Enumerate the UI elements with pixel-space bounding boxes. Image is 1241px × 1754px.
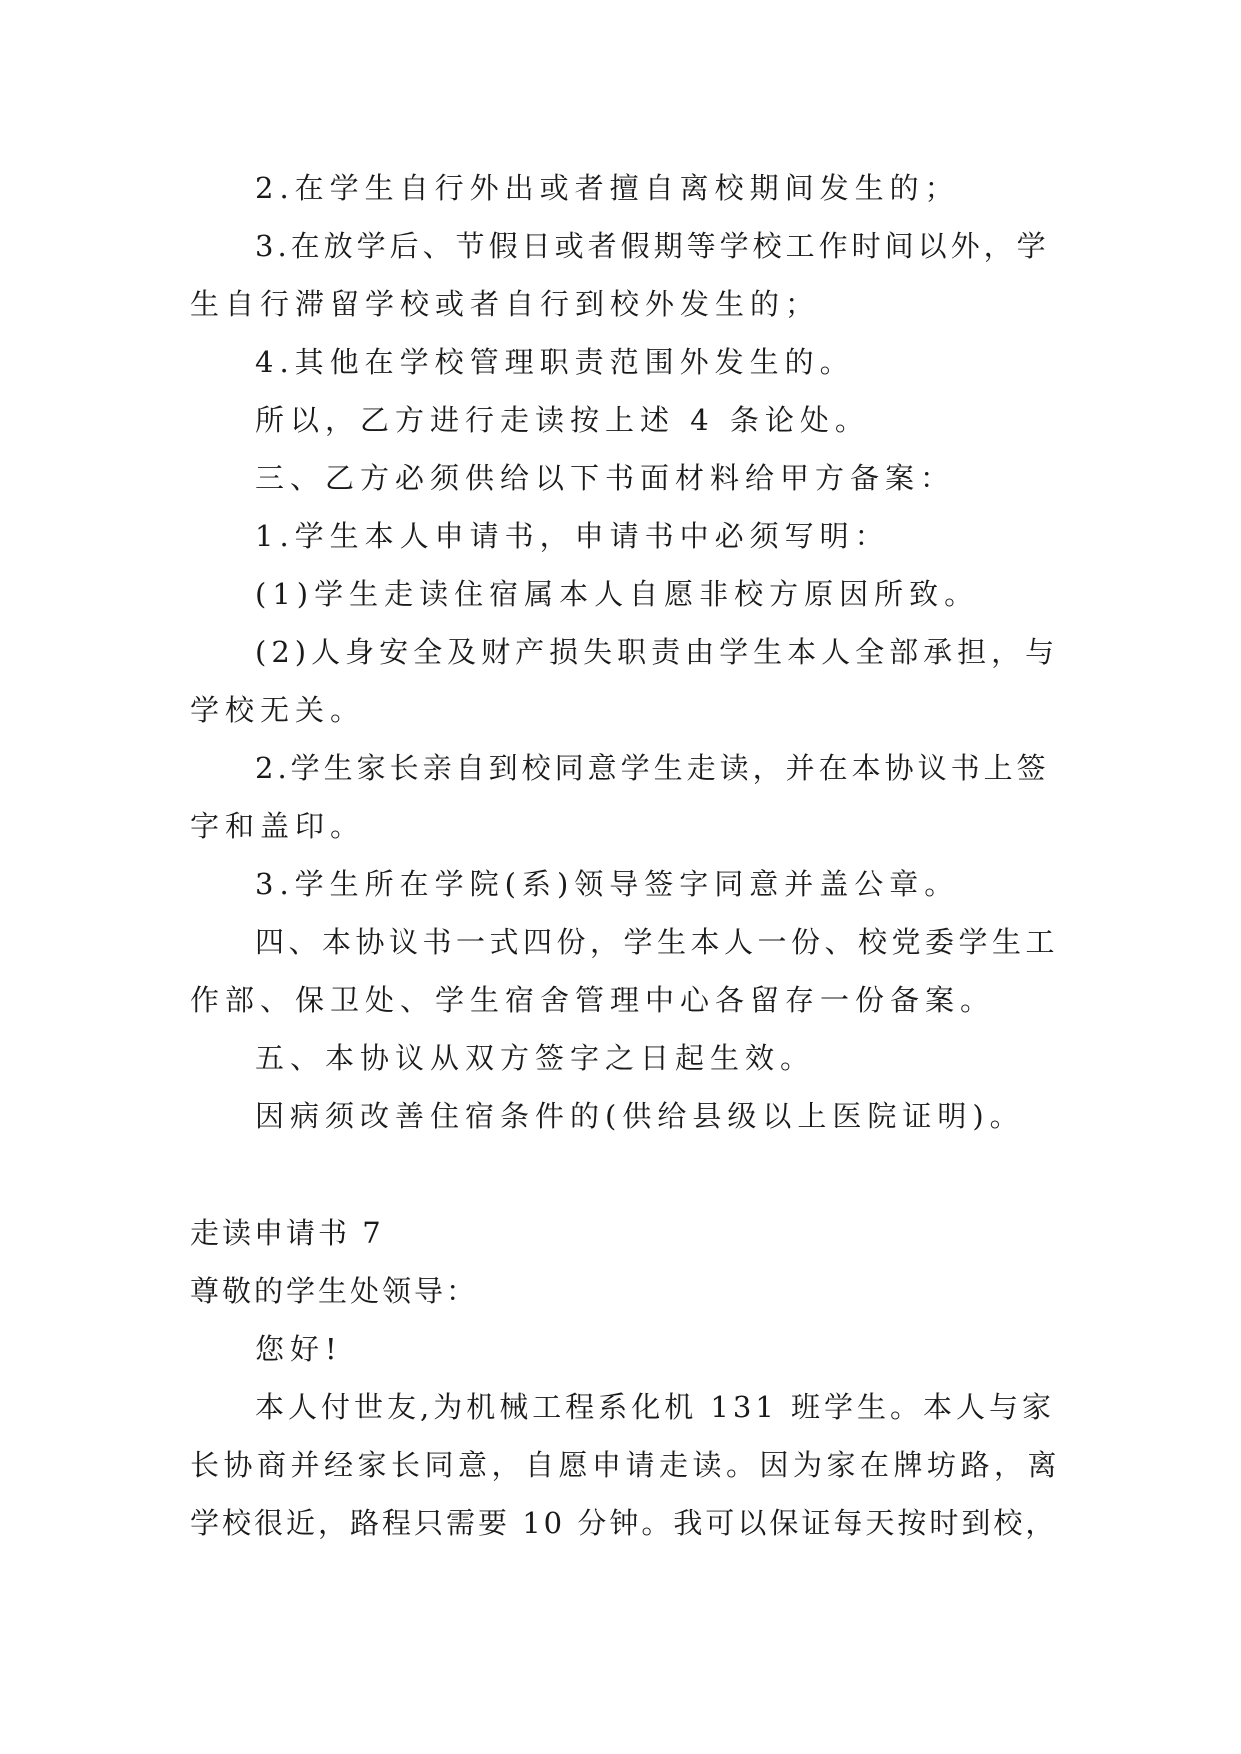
paragraph-line: 2.在学生自行外出或者擅自离校期间发生的；	[255, 171, 960, 205]
paragraph-line: 字和盖印。	[190, 809, 366, 843]
paragraph-line: 学校无关。	[190, 693, 366, 727]
paragraph-line: 三、乙方必须供给以下书面材料给甲方备案：	[255, 461, 956, 495]
paragraph-line: 学校很近，路程只需要 10 分钟。我可以保证每天按时到校，	[190, 1506, 1058, 1540]
paragraph-line: 本人付世友,为机械工程系化机 131 班学生。本人与家	[255, 1390, 1056, 1424]
paragraph-line: 五、本协议从双方签字之日起生效。	[255, 1041, 816, 1075]
paragraph-line: 生自行滞留学校或者自行到校外发生的；	[190, 287, 821, 321]
paragraph-line: 作部、保卫处、学生宿舍管理中心各留存一份备案。	[190, 983, 996, 1017]
paragraph-line: (1)学生走读住宿属本人自愿非校方原因所致。	[255, 577, 980, 611]
paragraph-line: 因病须改善住宿条件的(供给县级以上医院证明)。	[255, 1099, 1025, 1133]
paragraph-line: 1.学生本人申请书，申请书中必须写明：	[255, 519, 890, 553]
paragraph-line: (2)人身安全及财产损失职责由学生本人全部承担，与	[255, 635, 1060, 669]
paragraph-line: 4.其他在学校管理职责范围外发生的。	[255, 345, 855, 379]
paragraph-line: 3.在放学后、节假日或者假期等学校工作时间以外，学	[255, 229, 1050, 263]
salutation: 尊敬的学生处领导：	[190, 1274, 479, 1308]
section-title: 走读申请书 7	[190, 1216, 384, 1250]
greeting: 您好!	[255, 1332, 343, 1366]
paragraph-line: 四、本协议书一式四份，学生本人一份、校党委学生工	[255, 925, 1060, 959]
paragraph-line: 2.学生家长亲自到校同意学生走读，并在本协议书上签	[255, 751, 1050, 785]
paragraph-line: 所以，乙方进行走读按上述 4 条论处。	[255, 403, 870, 437]
paragraph-line: 3.学生所在学院(系)领导签字同意并盖公章。	[255, 867, 960, 901]
paragraph-line: 长协商并经家长同意，自愿申请走读。因为家在牌坊路，离	[190, 1448, 1062, 1482]
